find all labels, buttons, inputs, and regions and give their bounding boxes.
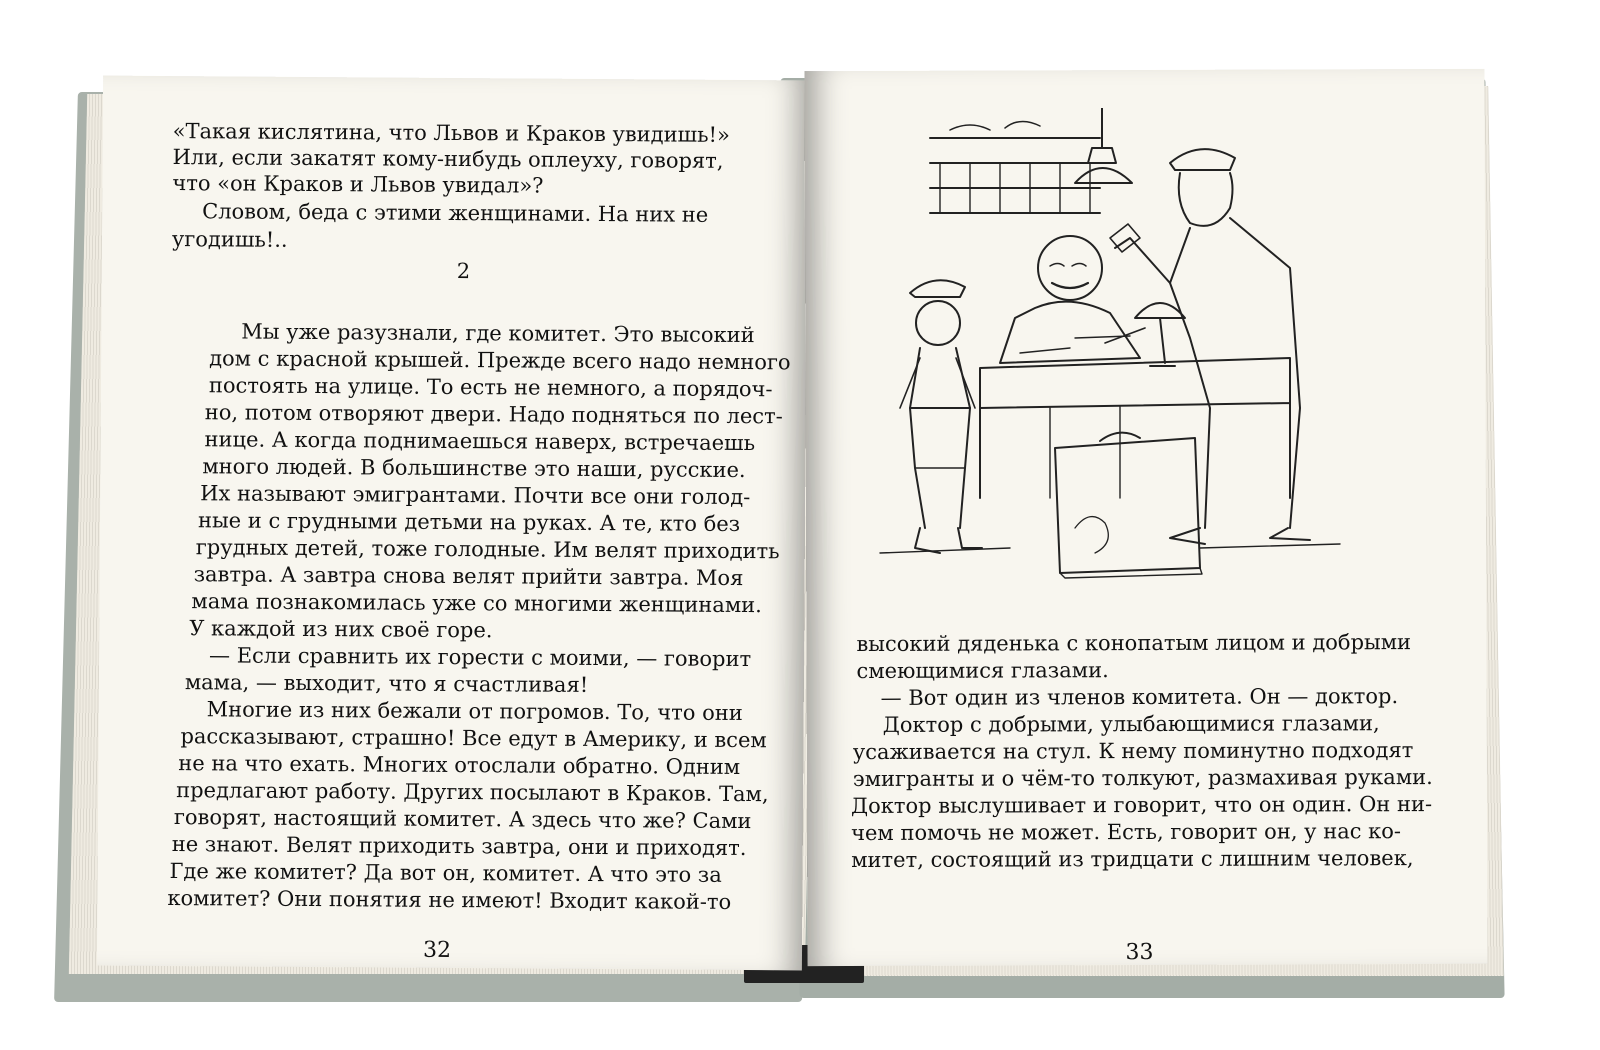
body-line: смеющимися глазами. xyxy=(856,658,1109,684)
body-line: Их называют эмигрантами. Почти все они голод- xyxy=(200,481,751,510)
left-page xyxy=(97,76,808,971)
opening-line-4: Словом, беда с этими женщинами. На них не xyxy=(202,199,709,227)
body-line: Многие из них бежали от погромов. То, что они xyxy=(206,697,743,726)
body-line: высокий дяденька с конопатым лицом и добрыми xyxy=(856,630,1412,657)
body-line: — Если сравнить их горести с моими, — говорит xyxy=(208,643,752,672)
body-line: чем помочь не может. Есть, говорит он, у нас ко- xyxy=(851,819,1402,846)
body-line: У каждой из них своё горе. xyxy=(189,616,493,643)
body-line: усаживается на стул. К нему поминутно подходят xyxy=(852,738,1414,765)
body-line: грудных детей, тоже голодные. Им велят приходить xyxy=(195,535,780,564)
body-line: — Вот один из членов комитета. Он — доктор. xyxy=(880,684,1399,710)
body-line: комитет? Они понятия не имеют! Входит какой-то xyxy=(167,886,732,914)
body-line: но, потом отворяют двери. Надо подняться по лест- xyxy=(204,400,783,429)
body-line: Доктор с добрыми, улыбающимися глазами, xyxy=(882,711,1380,737)
opening-line-5: угодишь!.. xyxy=(171,227,288,252)
opening-line-3: что «он Краков и Львов увидал»? xyxy=(172,171,544,198)
body-line: рассказывают, страшно! Все едут в Америку, и всем xyxy=(180,724,767,753)
page-number-right: 33 xyxy=(1125,939,1154,966)
body-line: нице. А когда поднимаешься наверх, встречаешь xyxy=(204,427,756,456)
page-number-left: 32 xyxy=(422,937,452,963)
body-line: Доктор выслушивает и говорит, что он один. Он ни- xyxy=(850,792,1433,819)
body-line: мама познакомилась уже со многими женщинами. xyxy=(191,589,762,618)
body-line: не на что ехать. Многих отослали обратно. Одним xyxy=(178,751,741,780)
body-line: дом с красной крышей. Прежде всего надо немного xyxy=(209,346,791,375)
body-line: Где же комитет? Да вот он, комитет. А что это за xyxy=(169,859,722,887)
section-number: 2 xyxy=(456,259,471,284)
body-line: не знают. Велят приходить завтра, они и приходят. xyxy=(171,832,747,861)
body-line: завтра. А завтра снова велят прийти завтра. Моя xyxy=(193,562,744,591)
opening-line-1: «Такая кислятина, что Львов и Краков увидишь!» xyxy=(172,119,730,147)
body-line: Мы уже разузнали, где комитет. Это высокий xyxy=(241,319,755,348)
body-line: говорят, настоящий комитет. А здесь что же? Сами xyxy=(173,805,752,834)
body-line: постоять на улице. То есть не немного, а порядоч- xyxy=(208,373,773,402)
illustration-office-scene xyxy=(870,108,1350,588)
body-line: много людей. В большинстве это наши, русские. xyxy=(202,454,746,483)
body-line: мама, — выходит, что я счастливая! xyxy=(184,670,589,697)
body-line: предлагают работу. Других посылают в Краков. Там, xyxy=(176,778,769,807)
body-line: ные и с грудными детьми на руках. А те, кто без xyxy=(197,508,741,537)
opening-line-2: Или, если закатят кому-нибудь оплеуху, говорят, xyxy=(172,145,724,173)
body-line: эмигранты и о чём-то толкуют, размахивая руками. xyxy=(852,765,1433,792)
body-line: митет, состоящий из тридцати с лишним человек, xyxy=(851,846,1414,873)
